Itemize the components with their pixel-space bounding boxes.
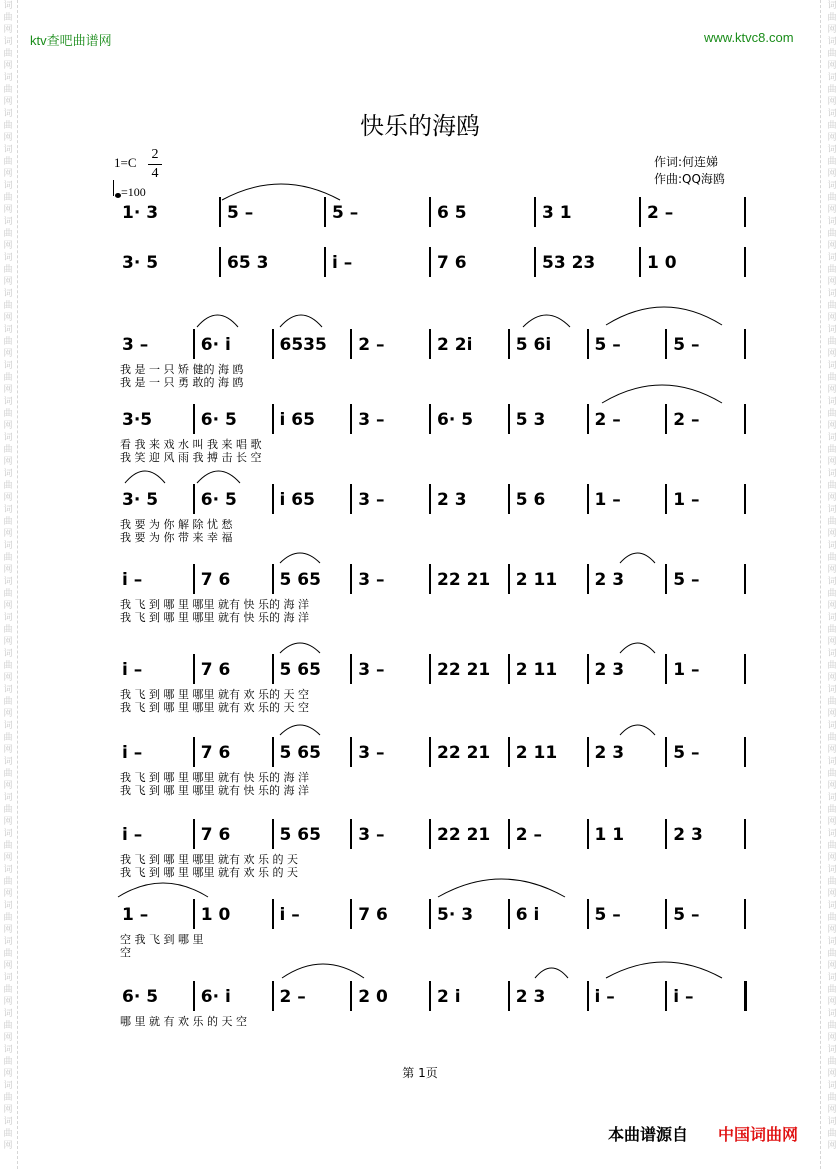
barline — [587, 484, 589, 514]
measure-notes: 3 – — [358, 570, 385, 590]
measure-notes: 7 6 — [200, 570, 231, 590]
tempo-value: =100 — [121, 185, 146, 199]
barline — [193, 404, 195, 434]
measure-notes: 1 – — [673, 490, 700, 510]
barline — [429, 654, 431, 684]
lyric-line: 看 我 来 戏 水 叫 我 来 唱 歌 — [120, 438, 262, 451]
barline — [639, 247, 641, 277]
measure-notes: 3·5 — [122, 410, 153, 430]
slur — [222, 184, 340, 200]
barline — [587, 737, 589, 767]
measure-notes: 6 5 — [437, 203, 467, 223]
lyric-line: 我 飞 到 哪 里 哪里 就有 欢 乐 的 天 — [120, 853, 298, 866]
source-name[interactable]: 中国词曲网 — [718, 1125, 799, 1144]
barline — [350, 484, 352, 514]
slur — [125, 471, 165, 483]
lyric-line: 我 飞 到 哪 里 哪里 就有 欢 乐 的 天 — [120, 866, 298, 879]
slur — [118, 883, 208, 897]
measure-notes: 2 3 — [594, 743, 625, 763]
left-watermark: 词曲网 词曲网 词曲网 词曲网 词曲网 词曲网 词曲网 词曲网 词曲网 词曲网 词曲网 词曲网 词曲网 词曲网 词曲网 词曲网 词曲网 词曲网 词曲网 词曲网 词曲网 词曲网 词曲网 词曲网 词曲网 词曲网 词曲网 词曲网 词曲网 词曲网 词曲网 词曲网 — [3, 1, 13, 1151]
slur — [602, 385, 722, 403]
measure-notes: 2 – — [594, 410, 621, 430]
barline — [665, 654, 667, 684]
barline — [534, 247, 536, 277]
barline — [587, 564, 589, 594]
measure-notes: 3 – — [358, 410, 385, 430]
barline — [508, 819, 510, 849]
lyric-line: 我 飞 到 哪 里 哪里 就有 快 乐的 海 洋 — [120, 784, 309, 797]
barline — [587, 654, 589, 684]
barline — [587, 981, 589, 1011]
slur — [438, 879, 565, 897]
measure-notes: 5 – — [673, 335, 700, 355]
measure-notes: 5 – — [594, 905, 621, 925]
measure-notes: 2 – — [279, 987, 306, 1007]
measure-notes: 7 6 — [437, 253, 467, 273]
measure-notes: 2 3 — [437, 490, 467, 510]
barline — [429, 197, 431, 227]
lyric-line: 我 笑 迎 风 雨 我 搏 击 长 空 — [120, 451, 262, 464]
measure-notes: i – — [594, 987, 615, 1007]
barline — [744, 329, 746, 359]
measure-notes: 1 – — [673, 660, 700, 680]
barline — [272, 484, 274, 514]
barline — [744, 197, 746, 227]
barline — [350, 564, 352, 594]
measure-notes: 1 – — [594, 490, 621, 510]
barline — [744, 981, 747, 1011]
measure-notes: 2 11 — [515, 743, 558, 763]
note-head-icon — [115, 193, 121, 198]
barline — [744, 484, 746, 514]
barline — [219, 247, 221, 277]
measure-notes: i – — [332, 253, 353, 273]
barline — [272, 819, 274, 849]
slur — [620, 725, 655, 735]
measure-notes: 6 i — [515, 905, 540, 925]
measure-notes: 3 – — [358, 825, 385, 845]
measure-notes: 5 6i — [515, 335, 552, 355]
lyric-line: 空 我 飞 到 哪 里 — [120, 933, 204, 946]
measure-notes: 6· 5 — [437, 410, 474, 430]
measure-notes: 2 11 — [515, 660, 558, 680]
measure-notes: 2 0 — [358, 987, 388, 1007]
lyric-line: 空 — [120, 946, 131, 959]
measure-notes: 5 – — [673, 570, 700, 590]
slur — [197, 471, 240, 483]
measure-notes: i 65 — [279, 410, 315, 430]
barline — [193, 484, 195, 514]
measure-notes: 7 6 — [358, 905, 388, 925]
slur — [620, 553, 655, 563]
tempo-marking — [114, 180, 146, 200]
lyric-line: 我 飞 到 哪 里 哪里 就有 欢 乐的 天 空 — [120, 701, 309, 714]
barline — [665, 329, 667, 359]
measure-notes: 7 6 — [200, 743, 231, 763]
barline — [350, 737, 352, 767]
lyric-line: 哪 里 就 有 欢 乐 的 天 空 — [120, 1015, 247, 1028]
barline — [744, 737, 746, 767]
slur — [535, 968, 568, 978]
measure-notes: 2 2i — [437, 335, 473, 355]
barline — [508, 329, 510, 359]
time-signature-bottom: 4 — [148, 164, 162, 183]
lyric-line: 我 是 一 只 矫 健的 海 鸥 — [120, 363, 244, 376]
barline — [429, 981, 431, 1011]
barline — [272, 981, 274, 1011]
barline — [508, 654, 510, 684]
barline — [587, 899, 589, 929]
time-signature — [148, 146, 162, 183]
measure-notes: i – — [122, 660, 143, 680]
barline — [744, 654, 746, 684]
measure-notes: 6· 5 — [200, 490, 237, 510]
measure-notes: 6· 5 — [200, 410, 237, 430]
lyric-line: 我 要 为 你 解 除 忧 愁 — [120, 518, 233, 531]
measure-notes: 5 65 — [279, 825, 321, 845]
measure-notes: 2 3 — [594, 660, 625, 680]
barline — [508, 899, 510, 929]
measure-notes: 3· 5 — [122, 253, 159, 273]
barline — [193, 654, 195, 684]
barline — [272, 737, 274, 767]
barline — [429, 484, 431, 514]
barline — [350, 899, 352, 929]
measure-notes: 1 0 — [200, 905, 231, 925]
measure-notes: 1 0 — [647, 253, 677, 273]
measure-notes: 22 21 — [437, 825, 491, 845]
measure-notes: 5 – — [332, 203, 359, 223]
barline — [193, 819, 195, 849]
slur — [280, 643, 320, 653]
lyric-line: 我 飞 到 哪 里 哪里 就有 快 乐的 海 洋 — [120, 771, 309, 784]
barline — [744, 819, 746, 849]
lyric-line: 我 飞 到 哪 里 哪里 就有 快 乐的 海 洋 — [120, 611, 309, 624]
slur — [606, 962, 722, 978]
barline — [350, 329, 352, 359]
measure-notes: 65 3 — [227, 253, 269, 273]
barline — [744, 247, 746, 277]
barline — [744, 404, 746, 434]
measure-notes: 3 – — [358, 743, 385, 763]
barline — [193, 737, 195, 767]
measure-notes: 1 1 — [594, 825, 625, 845]
barline — [665, 737, 667, 767]
barline — [744, 564, 746, 594]
measure-notes: 1 – — [122, 905, 149, 925]
barline — [508, 484, 510, 514]
quarter-note-icon — [113, 180, 114, 196]
measure-notes: 6· 5 — [122, 987, 159, 1007]
barline — [193, 981, 195, 1011]
barline — [429, 899, 431, 929]
slur — [280, 315, 322, 327]
composer: 作曲:QQ海鸥 — [654, 172, 725, 186]
barline — [272, 329, 274, 359]
measure-notes: 2 i — [437, 987, 461, 1007]
measure-notes: 2 – — [358, 335, 385, 355]
lyric-line: 我 飞 到 哪 里 哪里 就有 欢 乐的 天 空 — [120, 688, 309, 701]
barline — [272, 564, 274, 594]
source-label: 本曲谱源自 — [608, 1125, 689, 1144]
measure-notes: 53 23 — [542, 253, 596, 273]
right-border-line — [820, 0, 821, 1169]
measure-notes: i – — [122, 825, 143, 845]
slur — [282, 964, 364, 978]
lyric-line: 我 要 为 你 带 来 幸 福 — [120, 531, 233, 544]
measure-notes: 3 1 — [542, 203, 572, 223]
barline — [350, 819, 352, 849]
barline — [587, 404, 589, 434]
page-number: 第 1页 — [402, 1066, 438, 1080]
barline — [272, 899, 274, 929]
barline — [219, 197, 221, 227]
measure-notes: 5 – — [594, 335, 621, 355]
measure-notes: 1· 3 — [122, 203, 159, 223]
measure-notes: i – — [122, 743, 143, 763]
barline — [508, 737, 510, 767]
right-watermark: 词曲网 词曲网 词曲网 词曲网 词曲网 词曲网 词曲网 词曲网 词曲网 词曲网 词曲网 词曲网 词曲网 词曲网 词曲网 词曲网 词曲网 词曲网 词曲网 词曲网 词曲网 词曲网 词曲网 词曲网 词曲网 词曲网 词曲网 词曲网 词曲网 词曲网 词曲网 词曲网 — [827, 1, 837, 1151]
measure-notes: 2 3 — [594, 570, 625, 590]
measure-notes: 5 6 — [515, 490, 546, 510]
measure-notes: i – — [279, 905, 300, 925]
measure-notes: 5 65 — [279, 743, 321, 763]
header-left-site[interactable]: ktv查吧曲谱网 — [30, 33, 112, 48]
lyric-line: 我 是 一 只 勇 敢的 海 鸥 — [120, 376, 244, 389]
barline — [508, 564, 510, 594]
barline — [508, 981, 510, 1011]
slur — [606, 307, 722, 325]
measure-notes: 2 3 — [515, 987, 546, 1007]
barline — [350, 404, 352, 434]
barline — [324, 247, 326, 277]
measure-notes: 2 11 — [515, 570, 558, 590]
barline — [665, 819, 667, 849]
lyric-line: 我 飞 到 哪 里 哪里 就有 快 乐的 海 洋 — [120, 598, 309, 611]
barline — [429, 247, 431, 277]
measure-notes: 3 – — [358, 490, 385, 510]
measure-notes: 2 3 — [673, 825, 703, 845]
barline — [587, 819, 589, 849]
barline — [429, 404, 431, 434]
barline — [744, 899, 746, 929]
measure-notes: 5 3 — [515, 410, 546, 430]
barline — [350, 981, 352, 1011]
measure-notes: i – — [122, 570, 143, 590]
slur — [280, 725, 320, 735]
measure-notes: 22 21 — [437, 570, 491, 590]
barline — [665, 564, 667, 594]
slur — [620, 643, 655, 653]
measure-notes: 5 – — [673, 905, 700, 925]
measure-notes: i – — [673, 987, 694, 1007]
measure-notes: i 65 — [279, 490, 315, 510]
barline — [665, 981, 667, 1011]
slur — [523, 315, 570, 327]
barline — [665, 484, 667, 514]
lyricist: 作词:何连娣 — [654, 155, 719, 169]
barline — [508, 404, 510, 434]
barline — [193, 564, 195, 594]
song-title: 快乐的海鸥 — [360, 112, 480, 140]
time-signature-top: 2 — [151, 147, 159, 162]
slur — [197, 315, 238, 327]
measure-notes: 3 – — [358, 660, 385, 680]
barline — [587, 329, 589, 359]
key-signature: 1=C — [114, 155, 137, 170]
measure-notes: 22 21 — [437, 660, 491, 680]
measure-notes: 7 6 — [200, 660, 231, 680]
slur — [280, 553, 320, 563]
measure-notes: 5 65 — [279, 570, 321, 590]
measure-notes: 2 – — [647, 203, 674, 223]
measure-notes: 2 – — [515, 825, 542, 845]
barline — [429, 819, 431, 849]
barline — [429, 737, 431, 767]
measure-notes: 5 65 — [279, 660, 321, 680]
measure-notes: 22 21 — [437, 743, 491, 763]
barline — [665, 404, 667, 434]
measure-notes: 5 – — [227, 203, 254, 223]
barline — [639, 197, 641, 227]
measure-notes: 7 6 — [200, 825, 231, 845]
measure-notes: 5 – — [673, 743, 700, 763]
measure-notes: 2 – — [673, 410, 700, 430]
barline — [193, 329, 195, 359]
header-right-site[interactable]: www.ktvc8.com — [704, 30, 794, 45]
barline — [429, 329, 431, 359]
barline — [429, 564, 431, 594]
measure-notes: 3 – — [122, 335, 149, 355]
measure-notes: 6· i — [200, 335, 231, 355]
left-border-line — [17, 0, 18, 1169]
measure-notes: 6535 — [279, 335, 327, 355]
measure-notes: 5· 3 — [437, 905, 474, 925]
barline — [534, 197, 536, 227]
measure-notes: 6· i — [200, 987, 231, 1007]
barline — [324, 197, 326, 227]
barline — [665, 899, 667, 929]
measure-notes: 3· 5 — [122, 490, 159, 510]
barline — [272, 404, 274, 434]
barline — [350, 654, 352, 684]
barline — [193, 899, 195, 929]
barline — [272, 654, 274, 684]
